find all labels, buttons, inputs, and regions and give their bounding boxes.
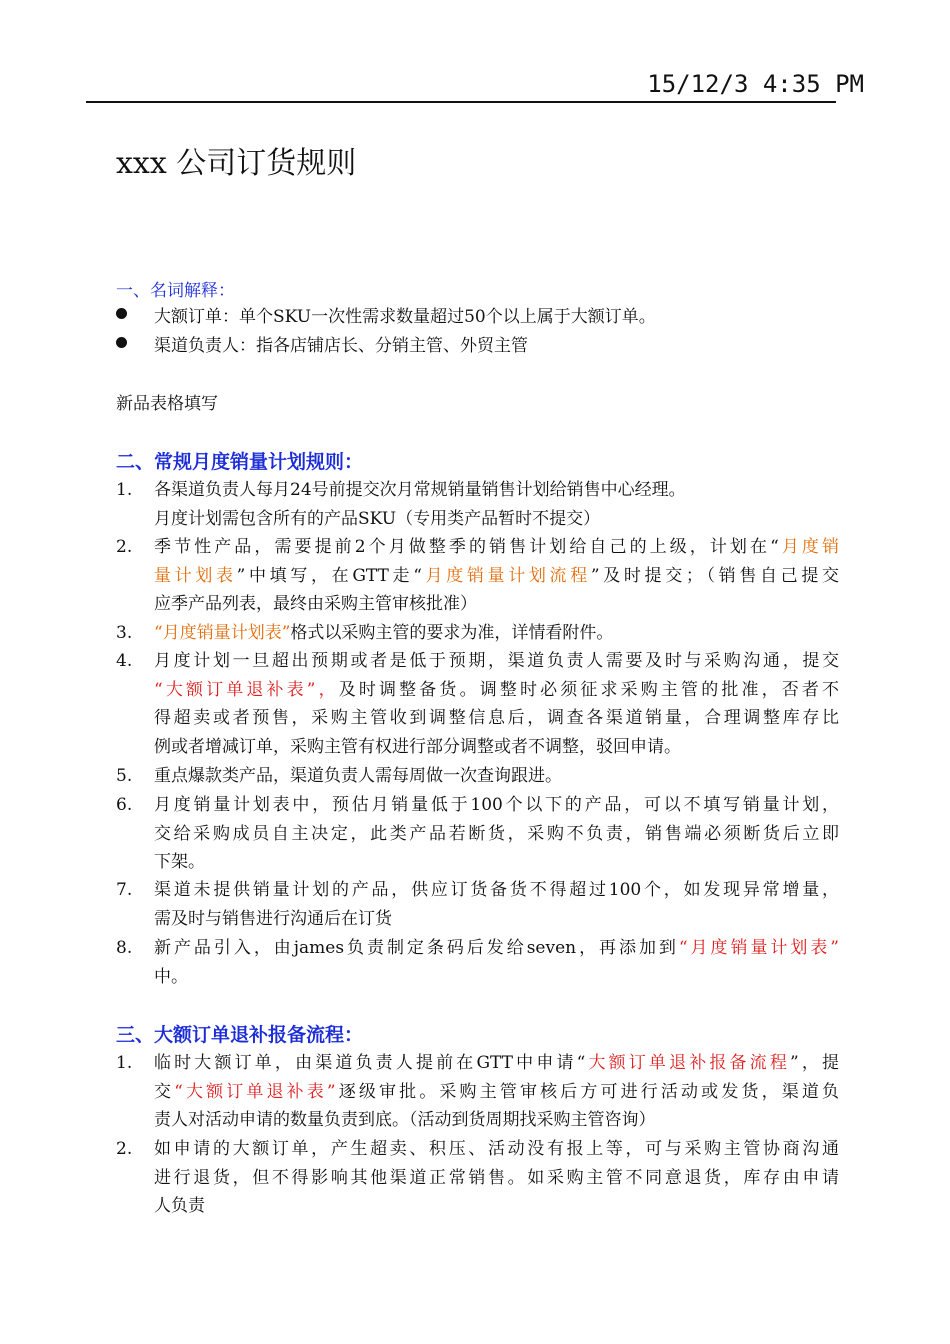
text-line: 需及时与销售进行沟通后在订货 [154,908,392,929]
list-number: 3. [116,623,133,643]
bullet-dot-icon [116,308,127,319]
list-number: 7. [116,880,133,900]
text-line: 得超卖或者预售，采购主管收到调整信息后，调查各渠道销量，合理调整库存比 [154,708,839,729]
section3-heading: 三、大额订单退补报备流程： [116,1024,364,1046]
text-line: 量计划表”中填写，在GTT走“月度销量计划流程”及时提交；（销售自己提交 [154,565,839,586]
document-title: xxx 公司订货规则 [116,146,357,181]
list-number: 5. [116,766,133,786]
text-line: 交给采购成员自主决定，此类产品若断货，采购不负责，销售端必须断货后立即 [154,823,839,844]
text-line: 重点爆款类产品，渠道负责人需每周做一次查询跟进。 [154,766,562,786]
list-number: 2. [116,537,133,557]
header-divider [86,101,836,103]
text-line: 各渠道负责人每月24号前提交次月常规销量销售计划给销售中心经理。 [154,480,686,500]
text-line: 月度计划一旦超出预期或者是低于预期，渠道负责人需要及时与采购沟通，提交 [154,651,839,671]
list-number: 6. [116,795,133,815]
text-line: 渠道未提供销量计划的产品，供应订货备货不得超过100个，如发现异常增量， [154,880,839,900]
text-line: 新产品引入，由james负责制定条码后发给seven，再添加到“月度销量计划表” [154,938,839,958]
text-line: 月度销量计划表中，预估月销量低于100个以下的产品，可以不填写销量计划， [154,795,839,815]
text-line: 季节性产品，需要提前2个月做整季的销售计划给自己的上级，计划在“月度销 [154,537,840,557]
text-line: 交“大额订单退补表”逐级审批。采购主管审核后方可进行活动或发货，渠道负 [154,1081,839,1102]
text-line: “大额订单退补表”，及时调整备货。调整时必须征求采购主管的批准，否者不 [154,679,840,700]
text-line: 如申请的大额订单，产生超卖、积压、活动没有报上等，可与采购主管协商沟通 [154,1139,839,1159]
text-line: 中。 [154,966,188,987]
section2-heading: 二、常规月度销量计划规则： [116,451,364,473]
text-line: “月度销量计划表”格式以采购主管的要求为准，详情看附件。 [154,623,614,643]
text-line: 进行退货，但不得影响其他渠道正常销售。如采购主管不同意退货，库存由申请 [154,1167,839,1188]
list-number: 1. [116,1053,133,1073]
header-datetime: 15/12/3 4:35 PM [647,70,864,98]
new-product-note: 新品表格填写 [116,394,218,414]
list-number: 2. [116,1139,133,1159]
list-number: 4. [116,651,133,671]
text-line: 月度计划需包含所有的产品SKU（专用类产品暂时不提交） [154,508,601,529]
bullet-dot-icon [116,337,127,348]
list-number: 8. [116,938,133,958]
bullet-text: 大额订单：单个SKU一次性需求数量超过50个以上属于大额订单。 [154,307,656,327]
text-line: 临时大额订单，由渠道负责人提前在GTT中申请“大额订单退补报备流程”，提 [154,1053,839,1073]
section1-heading: 一、名词解释： [116,281,235,301]
text-line: 应季产品列表，最终由采购主管审核批准） [154,594,477,615]
text-line: 人负责 [154,1196,205,1217]
bullet-text: 渠道负责人：指各店铺店长、分销主管、外贸主管 [154,336,528,356]
list-number: 1. [116,480,133,500]
text-line: 例或者增减订单，采购主管有权进行部分调整或者不调整，驳回申请。 [154,736,681,757]
text-line: 责人对活动申请的数量负责到底。（活动到货周期找采购主管咨询） [154,1110,656,1131]
text-line: 下架。 [154,852,205,873]
